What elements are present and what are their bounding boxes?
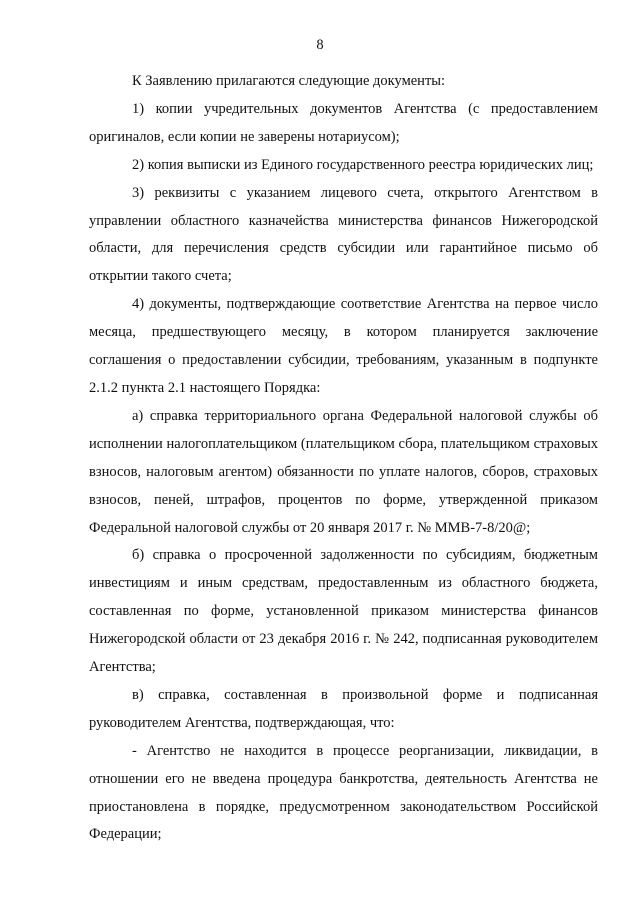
paragraph-subitem-b: б) справка о просроченной задолженности по субсидиям, бюджетным инвестициям и иным средствам, предоставленным из областного бюджета, составленная по форме, установленной приказом министерства финансов Нижегородской области от 23 декабря 2016 г. № 242, подписанная руководителем Агентства; [89,547,598,676]
document-body [89,68,598,849]
paragraph-item-2: 2) копия выписки из Единого государственного реестра юридических лиц; [132,156,594,173]
page-number: 8 [316,37,324,53]
paragraph-subitem-v: в) справка, составленная в произвольной форме и подписанная руководителем Агентства, подтверждающая, что: [89,686,598,731]
paragraph-attachments-intro: К Заявлению прилагаются следующие документы: [132,73,446,89]
paragraph-item-1: 1) копии учредительных документов Агентства (с предоставлением оригиналов, если копии не заверены нотариусом); [89,100,598,145]
paragraph-item-3: 3) реквизиты с указанием лицевого счета, открытого Агентством в управлении областного казначейства министерства финансов Нижегородской области, для перечисления средств субсидии или гарантийное письмо об открытии такого счета; [89,184,598,285]
paragraph-dash-item: - Агентство не находится в процессе реорганизации, ликвидации, в отношении его не введена процедура банкротства, деятельность Агентства не приостановлена в порядке, предусмотренном законодательством Российской Федерации; [89,742,598,843]
paragraph-item-4: 4) документы, подтверждающие соответствие Агентства на первое число месяца, предшествующего месяцу, в котором планируется заключение соглашения о предоставлении субсидии, требованиям, указанным в подпункте 2.1.2 пункта 2.1 настоящего Порядка: [89,296,598,396]
paragraph-subitem-a: а) справка территориального органа Федеральной налоговой службы об исполнении налогоплательщиком (плательщиком сбора, плательщиком страховых взносов, налоговым агентом) обязанности по уплате налогов, сборов, страховых взносов, пеней, штрафов, процентов по форме, утвержденной приказом Федеральной налоговой службы от 20 января 2017 г. № ММВ-7-8/20@; [89,407,598,536]
